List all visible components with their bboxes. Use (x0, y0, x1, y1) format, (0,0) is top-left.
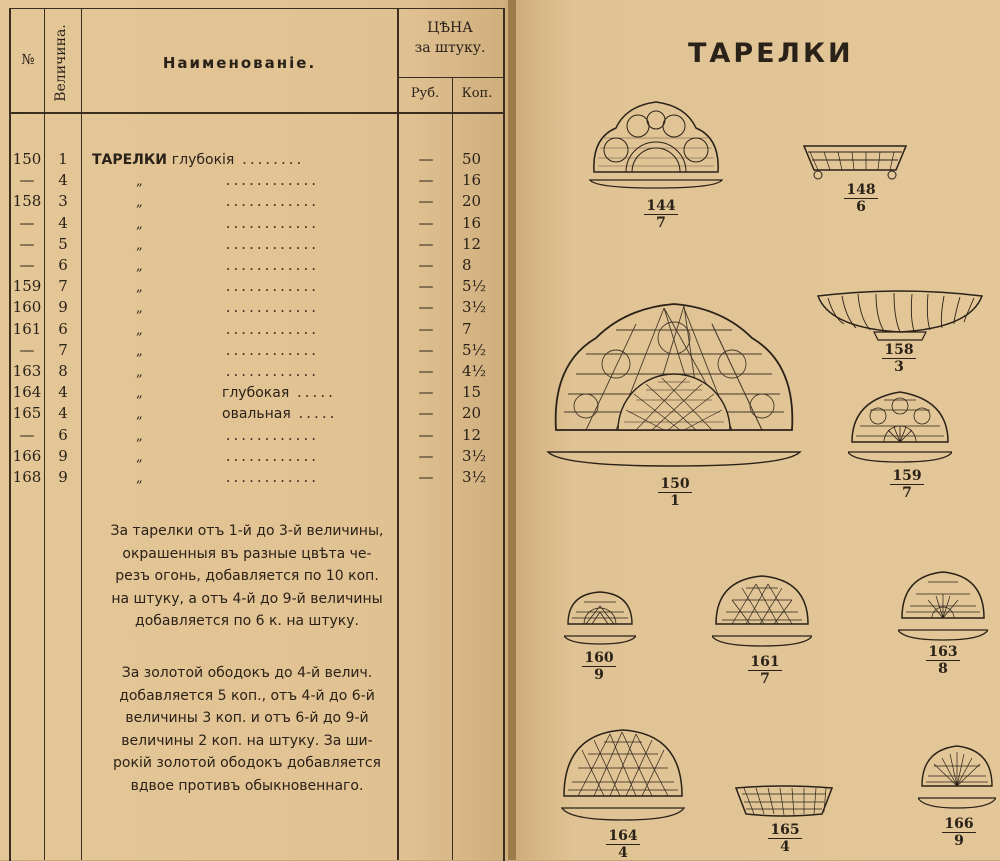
row-price-kop: 12 (462, 425, 482, 444)
plate-illustration-160 (564, 590, 636, 648)
row-price-rub: — (418, 150, 434, 168)
leader-dots: ............ (218, 319, 319, 338)
note-color-surcharge (90, 520, 404, 633)
caption-160-size: 9 (594, 667, 604, 683)
caption-163 (922, 644, 964, 677)
row-number: 163 (12, 362, 42, 380)
table-row (0, 171, 508, 193)
caption-164-size: 4 (618, 845, 628, 861)
row-size: 4 (58, 383, 68, 402)
note-line: добавляется 5 коп., отъ 4-й до 6-й (119, 687, 375, 704)
row-price-kop: 15 (462, 383, 482, 402)
row-size: 7 (58, 277, 68, 296)
row-number: — (19, 171, 35, 190)
plate-illustration-165 (734, 784, 834, 820)
row-name (92, 277, 392, 295)
leader-dots: ............ (218, 340, 319, 359)
caption-144-size: 7 (656, 215, 666, 231)
row-price-kop: 20 (462, 404, 482, 423)
caption-158 (878, 342, 920, 375)
leader-dots: ............ (218, 192, 319, 211)
leader-dots: ............ (218, 234, 319, 253)
row-number: 161 (12, 319, 42, 338)
note-line: резъ огонь, добавляется по 10 коп. (115, 568, 379, 584)
row-ditto-mark: „ (136, 216, 143, 232)
row-number: 150 (12, 150, 42, 168)
leader-dots: ........ (234, 150, 305, 168)
row-size: 4 (58, 213, 68, 232)
row-price-rub: — (418, 319, 434, 338)
header-price-sub: за штуку. (414, 40, 486, 56)
table-row (0, 256, 508, 278)
note-line: За золотой ободокъ до 4-й велич. (121, 665, 373, 681)
caption-148 (840, 182, 882, 215)
row-price-kop: 3½ (462, 468, 487, 486)
leader-dots: ............ (218, 213, 319, 232)
plate-illustration-164 (560, 726, 686, 826)
row-ditto-mark: „ (136, 174, 143, 190)
table-row (0, 150, 508, 172)
row-number: — (19, 256, 35, 274)
row-ditto-mark: „ (136, 449, 143, 465)
note-gold-rim-surcharge (90, 662, 404, 797)
row-size: 9 (58, 468, 68, 486)
row-ditto-mark: „ (136, 386, 143, 402)
row-price-rub: — (418, 277, 434, 296)
caption-166 (938, 816, 980, 849)
plate-illustration-158 (814, 288, 986, 344)
row-ditto-mark: „ (136, 471, 143, 486)
row-name-sub: глубокая (222, 385, 290, 402)
plate-illustration-163 (898, 570, 988, 646)
book-gutter (508, 0, 516, 860)
row-price-kop: 3½ (462, 298, 487, 317)
row-size: 6 (58, 425, 68, 444)
caption-164-num: 164 (608, 828, 638, 844)
leader-dots: ............ (218, 446, 319, 465)
header-kop: Коп. (461, 86, 493, 101)
row-ditto-mark: „ (136, 343, 143, 359)
header-bottom-line (9, 112, 503, 114)
plate-illustration-166 (918, 744, 996, 814)
row-name (92, 214, 392, 232)
row-ditto-mark: „ (136, 428, 143, 444)
row-name-sub: овальная (222, 406, 291, 423)
row-price-rub: — (418, 298, 434, 317)
row-name (92, 404, 392, 422)
table-row (0, 447, 508, 469)
table-row (0, 320, 508, 342)
row-name (92, 320, 392, 338)
row-price-rub: — (418, 383, 434, 402)
row-name (92, 150, 392, 168)
table-row (0, 214, 508, 236)
row-price-rub: — (418, 362, 434, 380)
row-ditto-mark: „ (136, 322, 143, 338)
caption-148-num: 148 (846, 182, 876, 198)
row-price-kop: 3½ (462, 446, 487, 465)
table-row (0, 341, 508, 363)
caption-161 (744, 654, 786, 687)
row-name (92, 171, 392, 189)
row-ditto-mark: „ (136, 365, 143, 380)
header-no: № (21, 52, 35, 68)
row-ditto-mark: „ (136, 259, 143, 274)
row-name (92, 383, 392, 401)
caption-160-num: 160 (584, 650, 614, 666)
row-price-rub: — (418, 192, 434, 211)
header-price: ЦѢНА (427, 20, 473, 36)
row-price-kop: 5½ (462, 277, 487, 296)
row-size: 5 (58, 234, 68, 253)
row-price-kop: 8 (462, 256, 472, 274)
row-price-kop: 4½ (462, 362, 487, 380)
caption-161-num: 161 (750, 654, 780, 670)
table-row (0, 383, 508, 405)
note-line: добавляется по 6 к. на штуку. (135, 613, 359, 629)
caption-164 (602, 828, 644, 861)
caption-166-size: 9 (954, 833, 964, 849)
note-line: величины 2 коп. на штуку. За ши- (121, 732, 373, 749)
row-number: — (19, 234, 35, 253)
row-ditto-mark: „ (136, 280, 143, 296)
row-size: 7 (58, 340, 68, 359)
table-row (0, 362, 508, 384)
row-price-kop: 7 (462, 319, 472, 338)
table-row (0, 404, 508, 426)
row-name (92, 426, 392, 444)
row-number: 160 (12, 298, 42, 317)
row-price-kop: 16 (462, 213, 482, 232)
price-subheader-line (397, 77, 503, 78)
row-number: 166 (12, 446, 42, 465)
table-row (0, 235, 508, 257)
row-name (92, 341, 392, 359)
note-line: окрашенныя въ разные цвѣта че- (122, 545, 372, 562)
table-row (0, 426, 508, 448)
row-size: 1 (58, 150, 68, 168)
caption-160 (578, 650, 620, 683)
row-ditto-mark: „ (136, 195, 143, 211)
row-number: 158 (12, 192, 42, 211)
caption-166-num: 166 (944, 816, 974, 832)
row-name (92, 468, 392, 486)
row-name (92, 235, 392, 253)
note-line: вдвое противъ обыкновеннаго. (130, 777, 364, 794)
row-name (92, 447, 392, 465)
plate-illustration-150 (546, 294, 802, 474)
caption-159-num: 159 (892, 468, 922, 484)
note-line: рокій золотой ободокъ добавляется (113, 755, 381, 771)
caption-165-num: 165 (770, 822, 800, 838)
row-price-rub: — (418, 404, 434, 423)
leader-dots: ............ (218, 277, 319, 296)
row-price-kop: 12 (462, 234, 482, 253)
row-ditto-mark: „ (136, 407, 143, 423)
leader-dots: ............ (218, 425, 319, 444)
row-size: 6 (58, 256, 68, 274)
leader-dots: ............ (218, 256, 319, 274)
row-name-main: ТАРЕЛКИ (92, 152, 167, 168)
caption-144 (640, 198, 682, 231)
leader-dots: ............ (218, 171, 319, 190)
row-size: 4 (58, 404, 68, 423)
caption-165-size: 4 (780, 839, 790, 855)
row-number: — (19, 213, 35, 232)
caption-163-num: 163 (928, 644, 958, 660)
plate-illustration-159 (848, 386, 952, 468)
row-name (92, 362, 392, 380)
row-price-kop: 20 (462, 192, 482, 211)
row-price-kop: 16 (462, 171, 482, 190)
plate-illustration-148 (800, 140, 910, 184)
row-price-rub: — (418, 340, 434, 359)
row-price-rub: — (418, 468, 434, 486)
row-price-kop: 50 (462, 150, 482, 168)
caption-150 (654, 476, 696, 509)
header-size: Величина. (53, 24, 69, 102)
row-name (92, 298, 392, 316)
row-price-kop: 5½ (462, 340, 487, 359)
row-size: 3 (58, 192, 68, 211)
caption-148-size: 6 (856, 199, 866, 215)
row-size: 9 (58, 446, 68, 465)
row-number: 168 (12, 468, 42, 486)
row-number: 165 (12, 404, 42, 423)
row-ditto-mark: „ (136, 237, 143, 253)
header-rub: Руб. (410, 86, 440, 101)
leader-dots: ............ (218, 468, 319, 486)
caption-159 (886, 468, 928, 501)
plate-illustration-144 (586, 98, 726, 198)
caption-158-size: 3 (894, 359, 904, 375)
table-row (0, 298, 508, 320)
row-price-rub: — (418, 256, 434, 274)
row-price-rub: — (418, 446, 434, 465)
note-line: За тарелки отъ 1-й до 3-й величины, (110, 523, 384, 539)
caption-144-num: 144 (646, 198, 676, 214)
row-number: — (19, 340, 35, 359)
header-name: Наименованіе. (162, 54, 317, 72)
caption-158-num: 158 (884, 342, 914, 358)
row-size: 9 (58, 298, 68, 317)
caption-165 (764, 822, 806, 855)
row-size: 8 (58, 362, 68, 380)
caption-161-size: 7 (760, 671, 770, 687)
plate-illustration-161 (712, 572, 812, 654)
row-number: — (19, 425, 35, 444)
row-price-rub: — (418, 234, 434, 253)
leader-dots: ..... (290, 404, 338, 423)
leader-dots: ............ (218, 362, 319, 380)
table-row (0, 192, 508, 214)
row-name (92, 192, 392, 210)
leader-dots: ............ (218, 298, 319, 317)
table-row (0, 277, 508, 299)
row-size: 6 (58, 319, 68, 338)
row-name (92, 256, 392, 274)
caption-150-num: 150 (660, 476, 690, 492)
row-price-rub: — (418, 213, 434, 232)
row-price-rub: — (418, 171, 434, 190)
row-ditto-mark: „ (136, 301, 143, 317)
row-name-sub: глубокія (171, 152, 235, 168)
note-line: величины 3 коп. и отъ 6-й до 9-й (125, 710, 369, 726)
row-price-rub: — (418, 425, 434, 444)
caption-163-size: 8 (938, 661, 948, 677)
table-row (0, 468, 508, 490)
row-size: 4 (58, 171, 68, 190)
row-number: 159 (12, 277, 42, 296)
note-line: на штуку, а отъ 4-й до 9-й величины (111, 590, 383, 607)
caption-150-size: 1 (670, 493, 680, 509)
caption-159-size: 7 (902, 485, 912, 501)
row-number: 164 (12, 383, 42, 402)
catalog-title: ТАРЕЛКИ (688, 38, 854, 69)
leader-dots: ..... (289, 383, 336, 402)
